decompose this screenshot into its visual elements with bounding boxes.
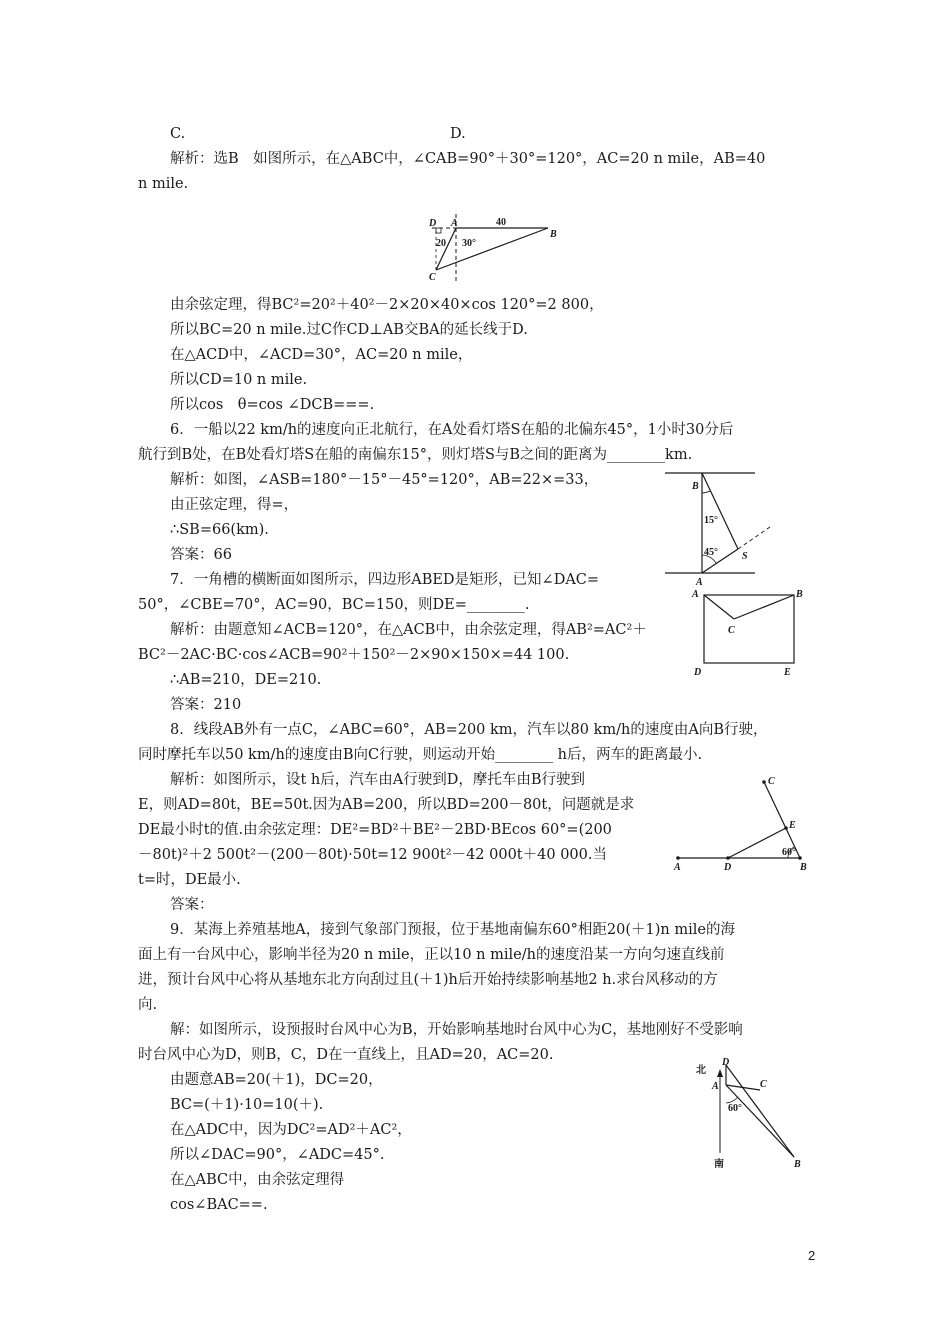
text-line: 在△ABC中，由余弦定理得 bbox=[170, 1172, 345, 1188]
answer-8: 答案： bbox=[170, 897, 214, 913]
text-line: 向. bbox=[138, 997, 158, 1013]
text-line: 所以∠DAC=90°，∠ADC=45°. bbox=[170, 1147, 385, 1163]
text-line: －80t)²＋2 500t²－(200－80t)·50t=12 900t²－42 000t＋40 000.当 bbox=[138, 847, 607, 863]
label-a: A bbox=[696, 577, 703, 588]
text-line: 由余弦定理，得BC²=20²＋40²－2×20×40×cos 120°=2 800， bbox=[170, 297, 604, 313]
label-a: A bbox=[674, 862, 681, 873]
text-line: BC=(＋1)·10=10(＋). bbox=[170, 1097, 324, 1113]
label-30-deg: 30° bbox=[462, 238, 476, 249]
question-9: 9．某海上养殖基地A，接到气象部门预报，位于基地南偏东60°相距20(＋1)n mile的海 bbox=[170, 922, 735, 938]
figure-lighthouse bbox=[660, 465, 780, 587]
label-a: A bbox=[451, 218, 458, 229]
label-d: D bbox=[429, 218, 437, 229]
text-line: E，则AD=80t，BE=50t.因为AB=200，所以BD=200－80t，问题就是求 bbox=[138, 797, 635, 813]
text-line: 50°，∠CBE=70°，AC=90，BC=150，则DE=________. bbox=[138, 597, 530, 613]
text-line: DE最小时t的值.由余弦定理：DE²=BD²＋BE²－2BD·BEcos 60°=(200 bbox=[138, 822, 612, 838]
label-b: B bbox=[800, 862, 807, 873]
label-b: B bbox=[794, 1159, 801, 1170]
figure-rectangle-abed bbox=[690, 587, 810, 679]
text-line: 解：如图所示，设预报时台风中心为B，开始影响基地时台风中心为C，基地刚好不受影响 bbox=[170, 1022, 743, 1038]
figure-typhoon bbox=[690, 1055, 820, 1175]
label-e: E bbox=[789, 820, 796, 831]
label-d: D bbox=[694, 667, 702, 678]
text-line: 所以BC=20 n mile.过C作CD⊥AB交BA的延长线于D. bbox=[170, 322, 528, 338]
text-line: 在△ADC中，因为DC²=AD²＋AC²， bbox=[170, 1122, 412, 1138]
label-north: 北 bbox=[696, 1065, 706, 1076]
label-c: C bbox=[728, 625, 735, 636]
label-d: D bbox=[722, 1057, 730, 1068]
text-line: 由题意AB=20(＋1)，DC=20， bbox=[170, 1072, 383, 1088]
text-line: 解析：由题意知∠ACB=120°，在△ACB中，由余弦定理，得AB²=AC²＋ bbox=[170, 622, 647, 638]
label-40: 40 bbox=[496, 217, 506, 228]
text-line: BC²－2AC·BC·cos∠ACB=90²＋150²－2×90×150×=44 100. bbox=[138, 647, 570, 663]
label-c: C bbox=[760, 1079, 767, 1090]
label-d: D bbox=[724, 862, 732, 873]
question-8: 8．线段AB外有一点C，∠ABC=60°，AB=200 km，汽车以80 km/h的速度由A向B行驶， bbox=[170, 722, 768, 738]
label-a: A bbox=[692, 589, 699, 600]
label-south: 南 bbox=[714, 1159, 724, 1170]
label-15-deg: 15° bbox=[704, 515, 718, 526]
answer-7: 答案：210 bbox=[170, 697, 242, 713]
answer-6: 答案：66 bbox=[170, 547, 232, 563]
label-20: 20 bbox=[436, 238, 446, 249]
page-number: 2 bbox=[808, 1248, 816, 1263]
text-line: 解析：如图所示，设t h后，汽车由A行驶到D，摩托车由B行驶到 bbox=[170, 772, 586, 788]
text-line: cos∠BAC==. bbox=[170, 1197, 268, 1213]
text-line: 解析：如图，∠ASB=180°－15°－45°=120°，AB=22×=33， bbox=[170, 472, 599, 488]
text-line: 由正弦定理，得=， bbox=[170, 497, 299, 513]
label-s: S bbox=[742, 551, 748, 562]
option-c: C. bbox=[170, 126, 186, 142]
text-line: 进，预计台风中心将从基地东北方向刮过且(＋1)h后开始持续影响基地2 h.求台风移动的方 bbox=[138, 972, 718, 988]
label-45-deg: 45° bbox=[704, 547, 718, 558]
text-line: 同时摩托车以50 km/h的速度由B向C行驶，则运动开始________ h后，两车的距离最小. bbox=[138, 747, 703, 763]
question-6: 6．一船以22 km/h的速度向正北航行，在A处看灯塔S在船的北偏东45°，1小时30分后 bbox=[170, 422, 734, 438]
text-line: ∴SB=66(km). bbox=[170, 522, 269, 538]
text-line: n mile. bbox=[138, 176, 189, 192]
text-line: 航行到B处，在B处看灯塔S在船的南偏东15°，则灯塔S与B之间的距离为________km. bbox=[138, 447, 693, 463]
figure-segment-ab bbox=[668, 772, 818, 872]
label-c: C bbox=[429, 272, 436, 283]
text-line: 所以cos θ=cos ∠DCB===. bbox=[170, 397, 375, 413]
label-b: B bbox=[692, 481, 699, 492]
text-line: 在△ACD中，∠ACD=30°，AC=20 n mile， bbox=[170, 347, 473, 363]
text-line: 面上有一台风中心，影响半径为20 n mile，正以10 n mile/h的速度沿某一方向匀速直线前 bbox=[138, 947, 725, 963]
label-e: E bbox=[784, 667, 791, 678]
question-7: 7．一角槽的横断面如图所示，四边形ABED是矩形，已知∠DAC= bbox=[170, 572, 600, 588]
label-c: C bbox=[768, 776, 775, 787]
text-line: t=时，DE最小. bbox=[138, 872, 241, 888]
label-a: A bbox=[712, 1081, 719, 1092]
text-line: 解析：选B 如图所示，在△ABC中，∠CAB=90°＋30°=120°，AC=20 n mile，AB=40 bbox=[170, 151, 766, 167]
text-line: ∴AB=210，DE=210. bbox=[170, 672, 322, 688]
label-b: B bbox=[550, 229, 557, 240]
option-d: D. bbox=[450, 126, 466, 142]
figure-triangle-abc bbox=[420, 210, 570, 290]
label-b: B bbox=[796, 589, 803, 600]
text-line: 时台风中心为D，则B，C，D在一直线上，且AD=20，AC=20. bbox=[138, 1047, 554, 1063]
text-line: 所以CD=10 n mile. bbox=[170, 372, 308, 388]
label-60-deg: 60° bbox=[782, 847, 796, 858]
label-60-deg: 60° bbox=[728, 1103, 742, 1114]
